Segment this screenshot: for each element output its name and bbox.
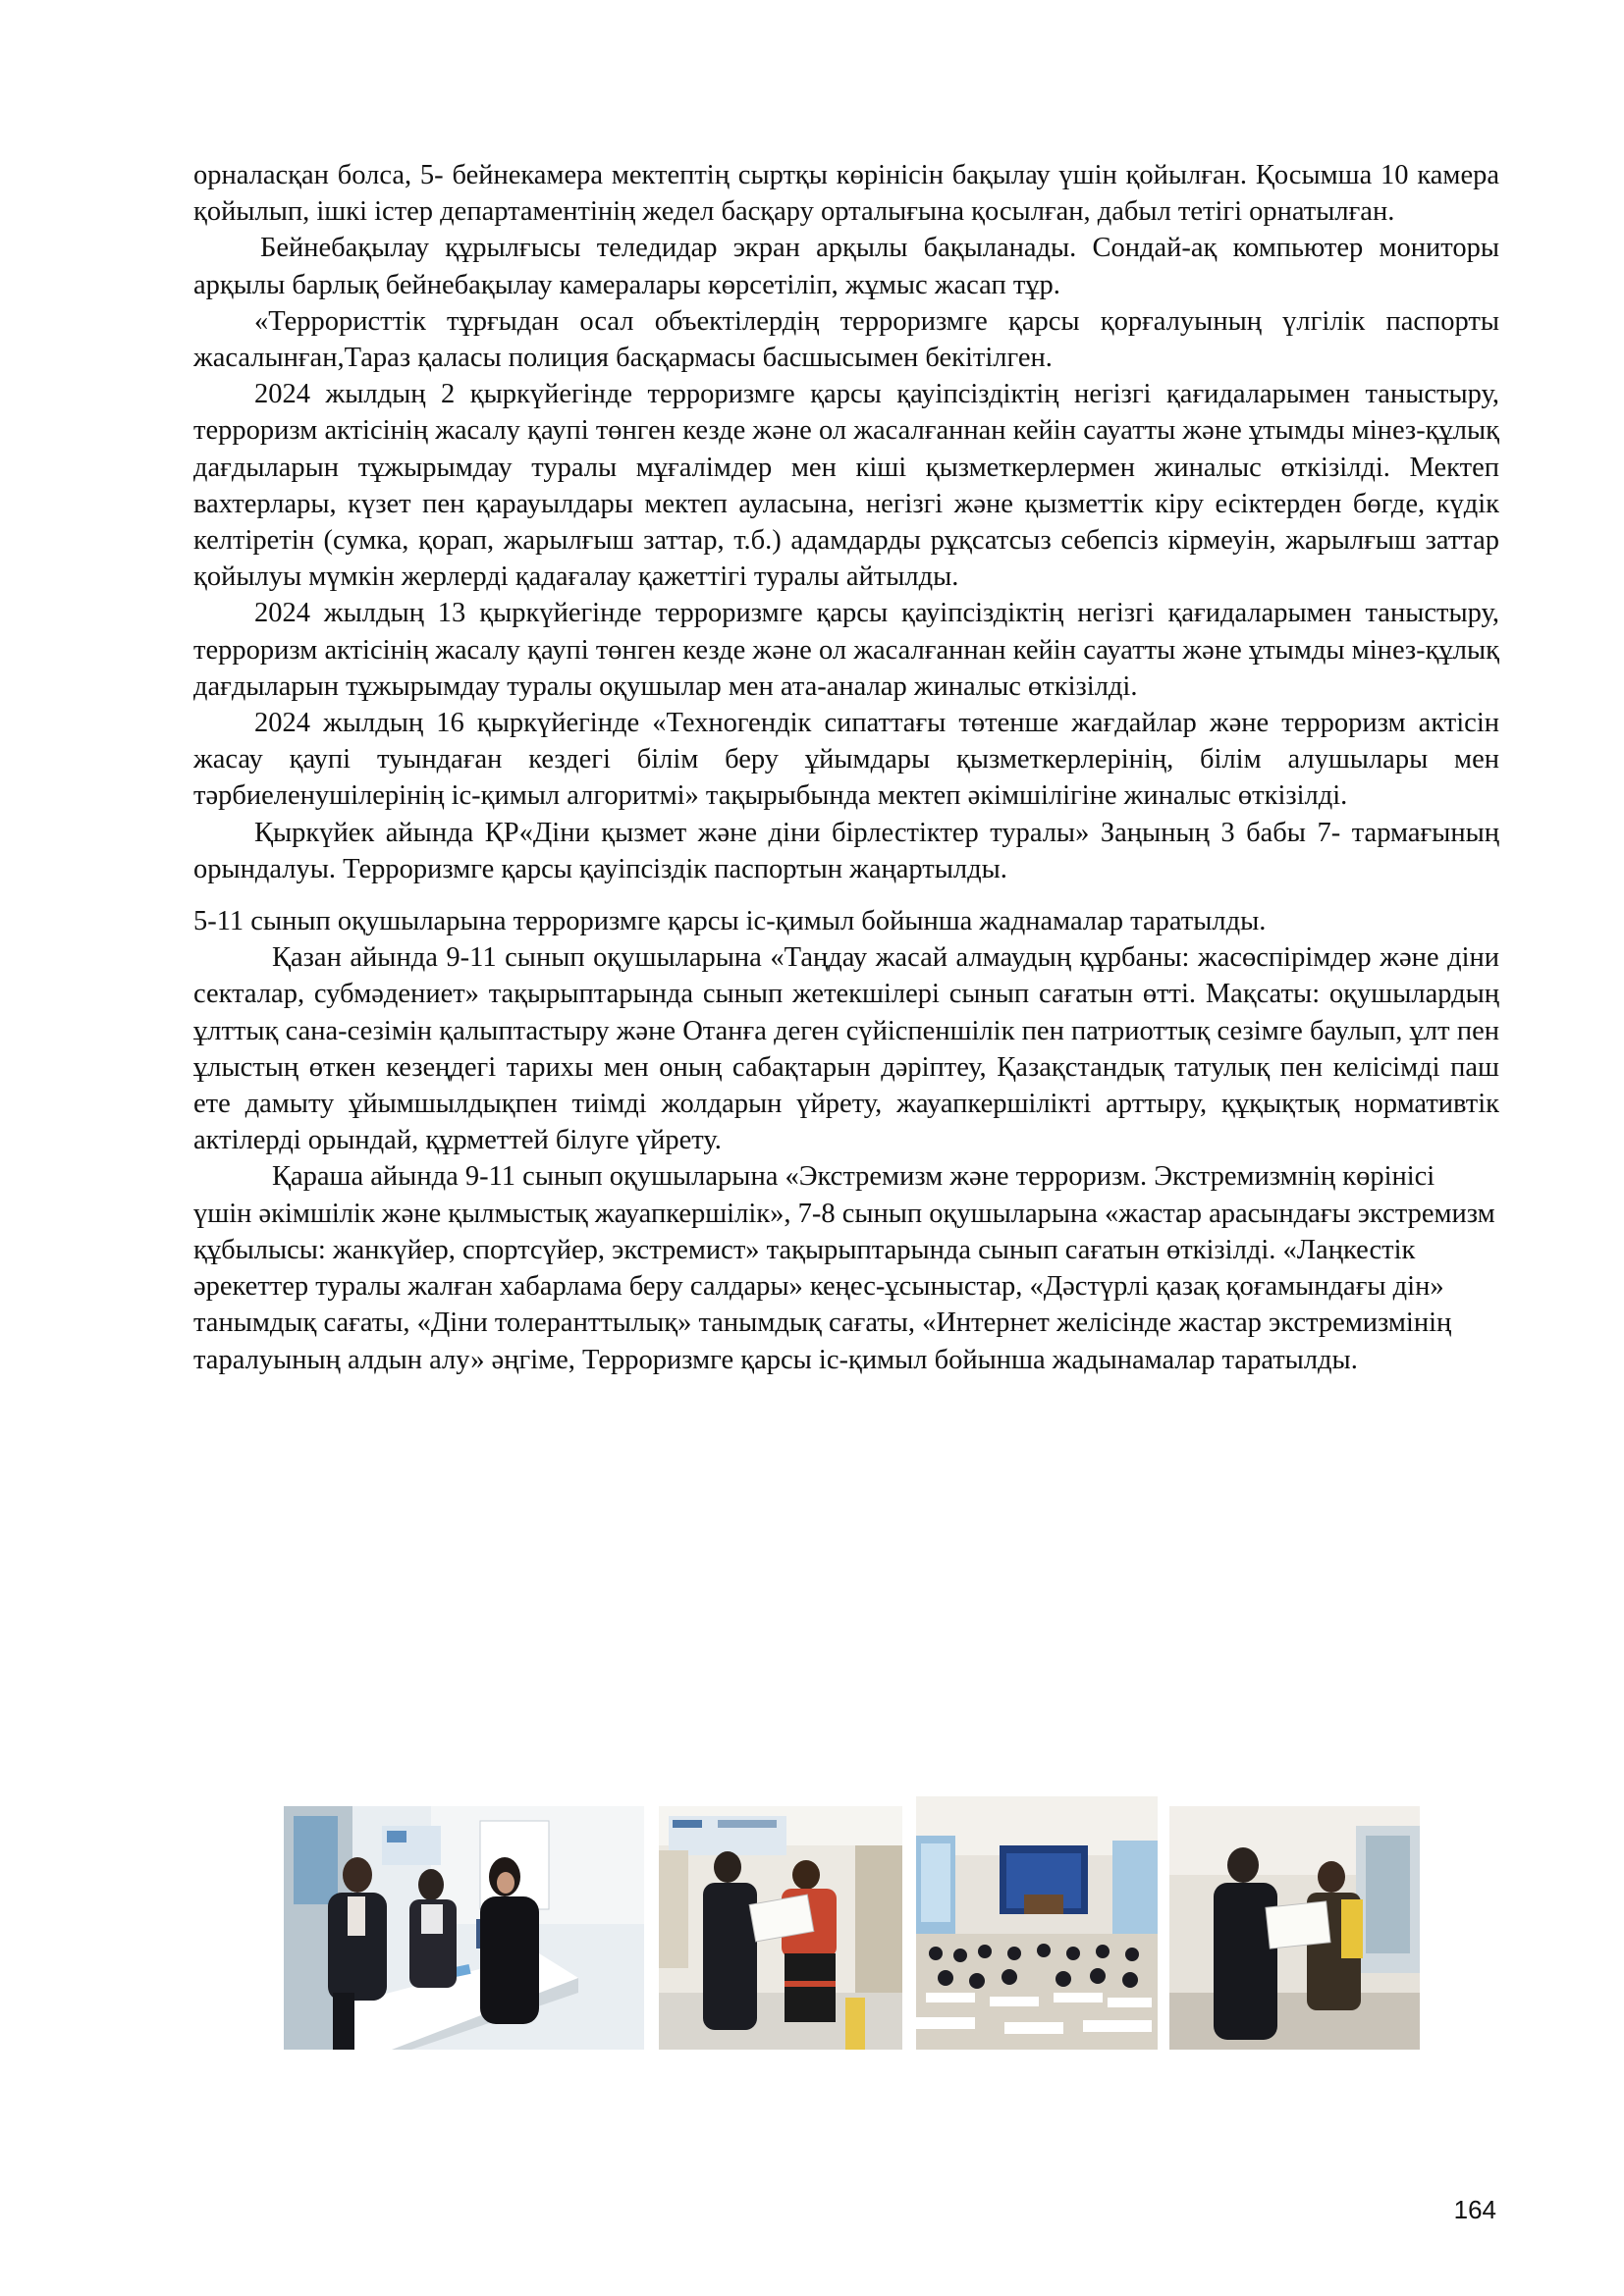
paragraph-10: Қараша айында 9-11 сынып оқушыларына «Экстремизм және терроризм. Экстремизмнің көрінісі үшін әкімшілік және қылмыстық жауапкершілік», 7-8 сынып оқушыларына «жастар арасындағы экстремизм құбылысы: жанкүйер, спортсүйер, экстремист» тақырыптарында сынып сағатын өткізілді. «Лаңкестік әрекеттер туралы жалған хабарлама беру салдары» кеңес-ұсыныстар, «Дәстүрлі қазақ қоғамындағы дін» танымдық сағаты, «Діни толеранттылық» танымдық сағаты, «Интернет желісінде жастар экстремизмінің таралуының алдын алу» әңгіме, Терроризмге қарсы іс-қимыл бойынша жадынамалар таратылды. — [193, 1161, 1495, 1375]
paragraph-9: Қазан айында 9-11 сынып оқушыларына «Таңдау жасай алмаудың құрбаны: жасөспірімдер және діни секталар, субмәдениет» тақырыптарында сынып жетекшілері сынып сағатын өтті. Мақсаты: оқушылардың ұлттық сана-сезімін қалыптастыру және Отанға деген сүйіспеншілік пен патриоттық сезімге баулып, ұлт пен ұлыстың өткен кезеңдегі тарихы мен оның сабақтарын дәріптеу, Қазақстандық татулық пен келісімді паш ете дамыту ұйымшылдықпен тиімді жолдарын үйрету, жауапкершілікті арттыру, құқықтық нормативтік актілерді орындай, құрметтей білуге үйрету. — [193, 942, 1499, 1156]
paragraph-5: 2024 жылдың 13 қыркүйегінде терроризмге қарсы қауіпсіздіктің негізгі қағидаларымен таныстыру, терроризм актісінің жасалу қаупі төнген кезде және ол жасалғаннан кейін сауатты және ұтымды мінез-құлық дағдыларын тұжырымдау туралы оқушылар мен ата-аналар жиналыс өткізілді. — [193, 598, 1499, 702]
photo-students-at-table — [284, 1806, 644, 2050]
photo-strip — [0, 1796, 1624, 2052]
paragraph-1: орналасқан болса, 5- бейнекамера мектептің сыртқы көрінісін бақылау үшін қойылған. Қосымша 10 камера қойылып, ішкі істер департаментінің жедел басқару орталығына қосылған, дабыл тетігі орнатылған. — [193, 160, 1499, 228]
paragraph-6: 2024 жылдың 16 қыркүйегінде «Техногендік сипаттағы төтенше жағдайлар және терроризм актісін жасау қаупі туындаған кездегі білім беру ұйымдары қызметкерлерінің, білім алушылары мен тәрбиеленушілерінің іс-қимыл алгоритмі» тақырыбында мектеп әкімшілігіне жиналыс өткізілді. — [193, 708, 1499, 812]
paragraph-3: «Террористтік тұрғыдан осал объектілердің терроризмге қарсы қорғалуының үлгілік паспорты жасалынған,Тараз қаласы полиция басқармасы басшысымен бекітілген. — [193, 305, 1499, 374]
photo-meeting-with-poster — [659, 1806, 902, 2050]
photo-assembly-hall — [916, 1796, 1158, 2050]
page-number: 164 — [1453, 2195, 1496, 2224]
paragraph-4: 2024 жылдың 2 қыркүйегінде терроризмге қарсы қауіпсіздіктің негізгі қағидаларымен таныстыру, терроризм актісінің жасалу қаупі төнген кезде және ол жасалғаннан кейін сауатты және ұтымды мінез-құлық дағдыларын тұжырымдау туралы мұғалімдер мен кіші қызметкерлермен жиналыс өткізілді. Мектеп вахтерлары, күзет пен қарауылдары мектеп ауласына, негізгі және қызметтік кіру есіктерден бөгде, күдік келтіретін (сумка, қорап, жарылғыш заттар, т.б.) адамдарды рұқсатсыз себепсіз кірмеуін, жарылғыш заттар қойылуы мүмкін жерлерді қадағалау қажеттігі туралы айтылды. — [193, 379, 1499, 593]
paragraph-2: Бейнебақылау құрылғысы теледидар экран арқылы бақыланады. Сондай-ақ компьютер мониторы арқылы барлық бейнебақылау камералары көрсетіліп, жұмыс жасап тұр. — [193, 233, 1499, 300]
paragraph-7: Қыркүйек айында ҚР«Діни қызмет және діни бірлестіктер туралы» Заңының 3 бабы 7- тармағының орындалуы. Терроризмге қарсы қауіпсіздік паспортын жаңартылды. — [193, 817, 1499, 884]
paragraph-8: 5-11 сынып оқушыларына терроризмге қарсы іс-қимыл бойынша жаднамалар таратылды. — [193, 906, 1267, 937]
body-text — [193, 157, 1499, 1378]
photo-handing-document — [1169, 1806, 1420, 2050]
